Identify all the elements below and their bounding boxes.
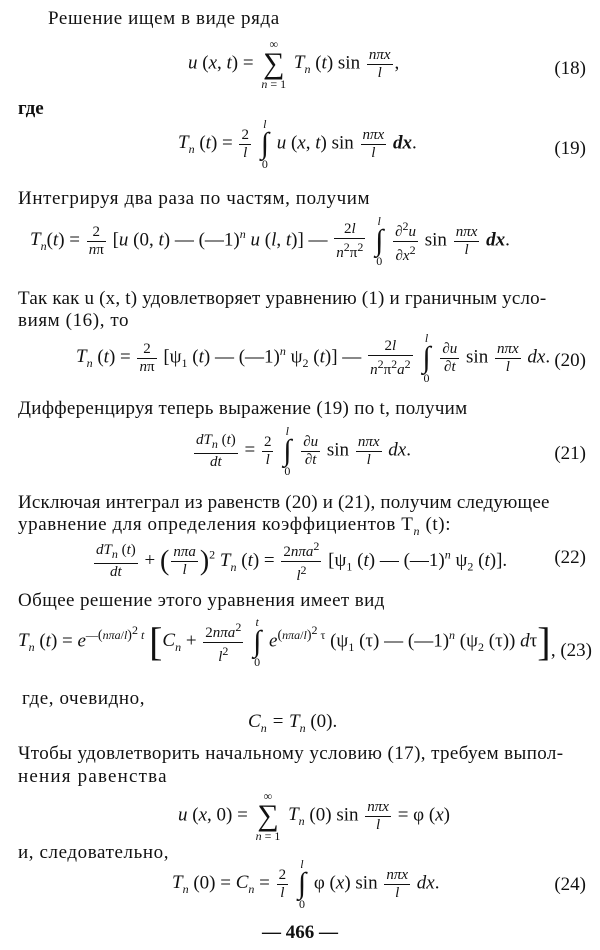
text-paragraph: Чтобы удовлетворить начальному условию (17), требуем выпол- <box>18 743 564 764</box>
text-paragraph: Так как u (x, t) удовлетворяет уравнению (1) и граничным усло- <box>18 288 547 309</box>
text-where: где <box>18 98 44 119</box>
equation-18: u (x, t) = ∞ ∑ n = 1 $T_n$ (t) sin $\frac{\text{nπx}}{l}$ , <box>188 37 400 91</box>
equation-number: (24) <box>554 874 586 895</box>
equation-22: $\frac{dT_n (t)}{dt}$ + ( $\frac{\text{nπa}}{l}$ )$^2$ $T_n$ (t) = $\frac{2n\pi a^2}{l^2}$ [$\psi_1$ (t) — (—1)$^n$ $\psi_2$ (t)]. <box>96 539 508 584</box>
cn-rhs: = T <box>271 711 300 732</box>
equation-24: $T_n$ $(0) = C_n$ = $\frac{2}{l}$ l ∫ 0 φ (x) sin $\frac{\text{nπx}}{l}$ dx. <box>172 857 440 911</box>
text-paragraph: Дифференцируя теперь выражение (19) по t, получим <box>18 398 468 419</box>
text-paragraph: уравнение для определения коэффициентов $T_n$ (t): <box>18 514 452 538</box>
text-paragraph-part: (t): <box>425 514 452 535</box>
equation-23: $T_n$ $(t) = e^{—(n\pi a/l)^2 t}$ [$C_n$ + $\frac{2n\pi a^2}{l^2}$ t ∫ 0 $e^{(n\pi a/l)^2 \tau}$ ($\psi_1$ (τ) — (—1)$^n$ ($\psi_2$ (τ)) dτ] <box>18 615 551 669</box>
cn-symbol: C <box>248 711 261 732</box>
equation-number: , (23) <box>550 640 592 661</box>
equation-number: (20) <box>554 350 586 371</box>
text-paragraph: и, следовательно, <box>18 842 170 863</box>
text-paragraph-part: уравнение для определения коэффициентов T <box>18 514 414 535</box>
equation-cn: $C_n = T_n$ (0). <box>248 711 338 735</box>
text-paragraph: где, очевидно, <box>22 688 146 709</box>
text-paragraph: Интегрируя два раза по частям, получим <box>18 188 371 209</box>
equation-number: (18) <box>554 58 586 79</box>
text-paragraph: нения равенства <box>18 766 168 787</box>
equation-20: $T_n$ (t) = $\frac{2}{n\pi}$ [$\psi_1$ (t) — (—1)$^n$ $\psi_2$ (t)] — $\frac{2l}{n^2\pi^2a^2}$ l ∫ 0 $\frac{\partial u}{\partial t}$ sin $\frac{\text{nπx}}{l}$ dx. <box>76 331 551 385</box>
equation-21: $\frac{dT_n (t)}{dt}$ = $\frac{2}{l}$ l ∫ 0 $\frac{\partial u}{\partial t}$ sin $\frac{\text{nπx}}{l}$ dx. <box>196 424 411 478</box>
text-paragraph: Решение ищем в виде ряда <box>48 8 280 29</box>
equation-19: $T_n$ (t) = $\frac{2}{l}$ l ∫ 0 u (x, t) sin $\frac{\text{nπx}}{l}$ dx. <box>178 117 417 171</box>
equation-parts: $T_n(t)$ = $\frac{2}{n\pi}$ [u (0, t) — (—1)$^n$ u (l, t)] — $\frac{2l}{n^2\pi^2}$ l ∫ 0 $\frac{\partial^2u}{\partial x^2}$ sin $\frac{\text{nπx}}{l}$ dx. <box>30 214 510 268</box>
text-paragraph: Общее решение этого уравнения имеет вид <box>18 590 385 611</box>
equation-number: (19) <box>554 138 586 159</box>
equation-number: (22) <box>554 547 586 568</box>
page-number: — 466 — <box>262 922 338 943</box>
text-paragraph: Исключая интеграл из равенств (20) и (21), получим следующее <box>18 492 550 513</box>
equation-number: (21) <box>554 443 586 464</box>
equation-initial: u (x, 0) = ∞ ∑ n = 1 $T_n$ (0) sin $\frac{\text{nπx}}{l}$ = φ (x) <box>178 789 450 843</box>
text-paragraph: виям (16), то <box>18 310 130 331</box>
cn-tail: (0). <box>310 711 338 732</box>
